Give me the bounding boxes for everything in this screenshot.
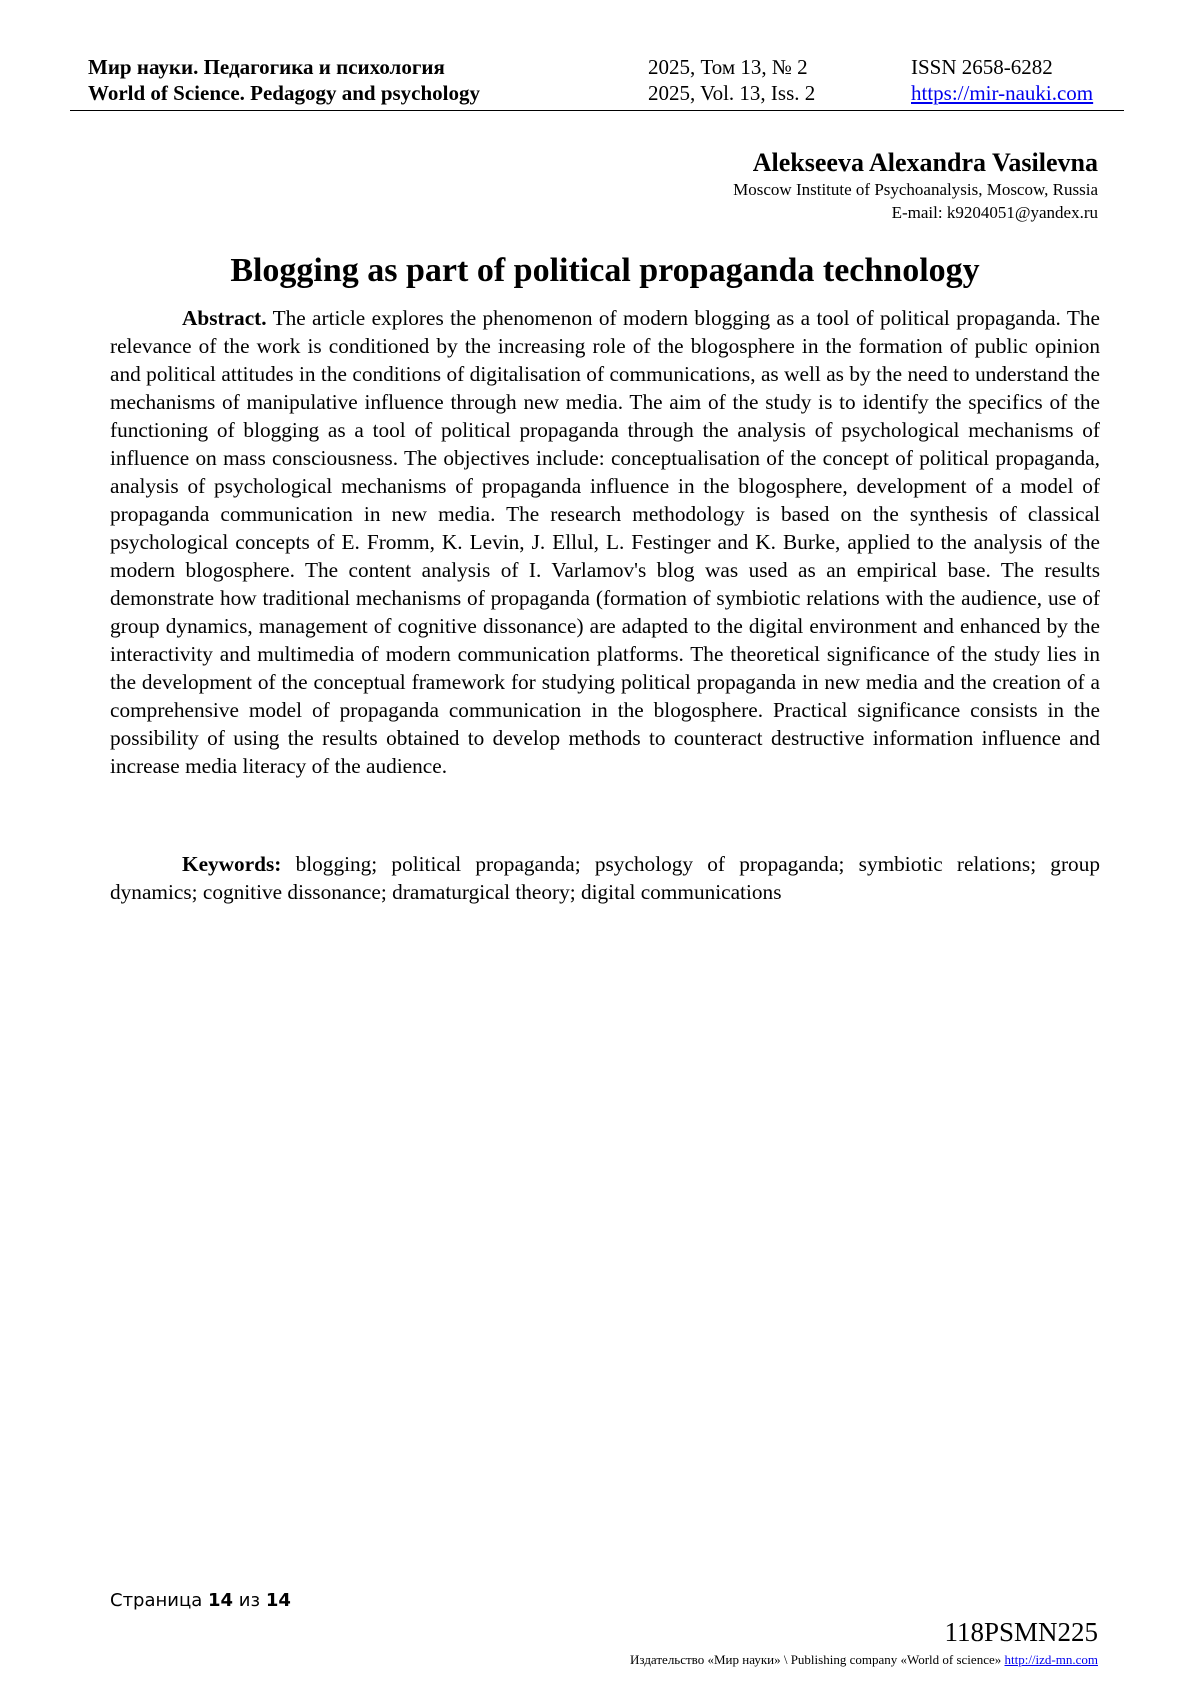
abstract-paragraph <box>110 304 1100 780</box>
publisher-url-link[interactable]: http://izd-mn.com <box>1004 1652 1098 1667</box>
author-block <box>733 148 1098 224</box>
page-prefix: Страница <box>110 1590 203 1611</box>
keywords-text: blogging; political propaganda; psychology of propaganda; symbiotic relations; group dynamics; cognitive dissonance; dramaturgical theory; digital communications <box>110 852 1100 904</box>
journal-name-en: World of Science. Pedagogy and psychology <box>88 81 481 105</box>
issue-info-block <box>648 54 815 106</box>
issn-block <box>911 54 1093 106</box>
journal-name-block <box>88 54 480 106</box>
page-total: 14 <box>265 1590 291 1611</box>
keywords-label: Keywords: <box>182 852 282 876</box>
page-number <box>110 1590 291 1611</box>
running-header <box>70 54 1124 111</box>
page-separator: из <box>238 1590 261 1611</box>
issue-info-en: 2025, Vol. 13, Iss. 2 <box>648 81 816 105</box>
author-name: Alekseeva Alexandra Vasilevna <box>752 148 1098 177</box>
author-email: E-mail: k9204051@yandex.ru <box>891 203 1098 222</box>
abstract-label: Abstract. <box>182 306 267 330</box>
abstract-text: The article explores the phenomenon of modern blogging as a tool of political propaganda. The relevance of the work is conditioned by the increasing role of the blogosphere in the formation of public opinion and political attitudes in the conditions of digitalisation of communications, as well as by the need to understand the mechanisms of manipulative influence through new media. The aim of the study is to identify the specifics of the functioning of blogging as a tool of political propaganda through the analysis of psychological mechanisms of influence on mass consciousness. The objectives include: conceptualisation of the concept of political propaganda, analysis of psychological mechanisms of propaganda influence in the blogosphere, development of a model of propaganda communication in new media. The research methodology is based on the synthesis of classical psychological concepts of E. Fromm, K. Levin, J. Ellul, L. Festinger and K. Burke, applied to the analysis of the modern blogosphere. The content analysis of I. Varlamov's blog was used as an empirical base. The results demonstrate how traditional mechanisms of propaganda (formation of symbiotic relations with the audience, use of group dynamics, management of cognitive dissonance) are adapted to the digital environment and enhanced by the interactivity and multimedia of modern communication platforms. The theoretical significance of the study lies in the development of the conceptual framework for studying political propaganda in new media and the creation of a comprehensive model of propaganda communication in the blogosphere. Practical significance consists in the possibility of using the results obtained to develop methods to counteract destructive information influence and increase media literacy of the audience. <box>110 306 1100 778</box>
article-title: Blogging as part of political propaganda technology <box>230 252 980 289</box>
keywords-paragraph <box>110 850 1100 906</box>
issue-info-ru: 2025, Том 13, № 2 <box>648 55 808 79</box>
page-current: 14 <box>208 1590 234 1611</box>
issn: ISSN 2658-6282 <box>911 55 1053 79</box>
author-affiliation: Moscow Institute of Psychoanalysis, Moscow, Russia <box>733 180 1098 199</box>
journal-name-ru: Мир науки. Педагогика и психология <box>88 55 445 79</box>
journal-url-link[interactable]: https://mir-nauki.com <box>911 81 1094 105</box>
publisher-line <box>630 1652 1098 1668</box>
publisher-text: Издательство «Мир науки» \ Publishing company «World of science» <box>630 1652 1002 1667</box>
document-code: 118PSMN225 <box>944 1617 1098 1647</box>
